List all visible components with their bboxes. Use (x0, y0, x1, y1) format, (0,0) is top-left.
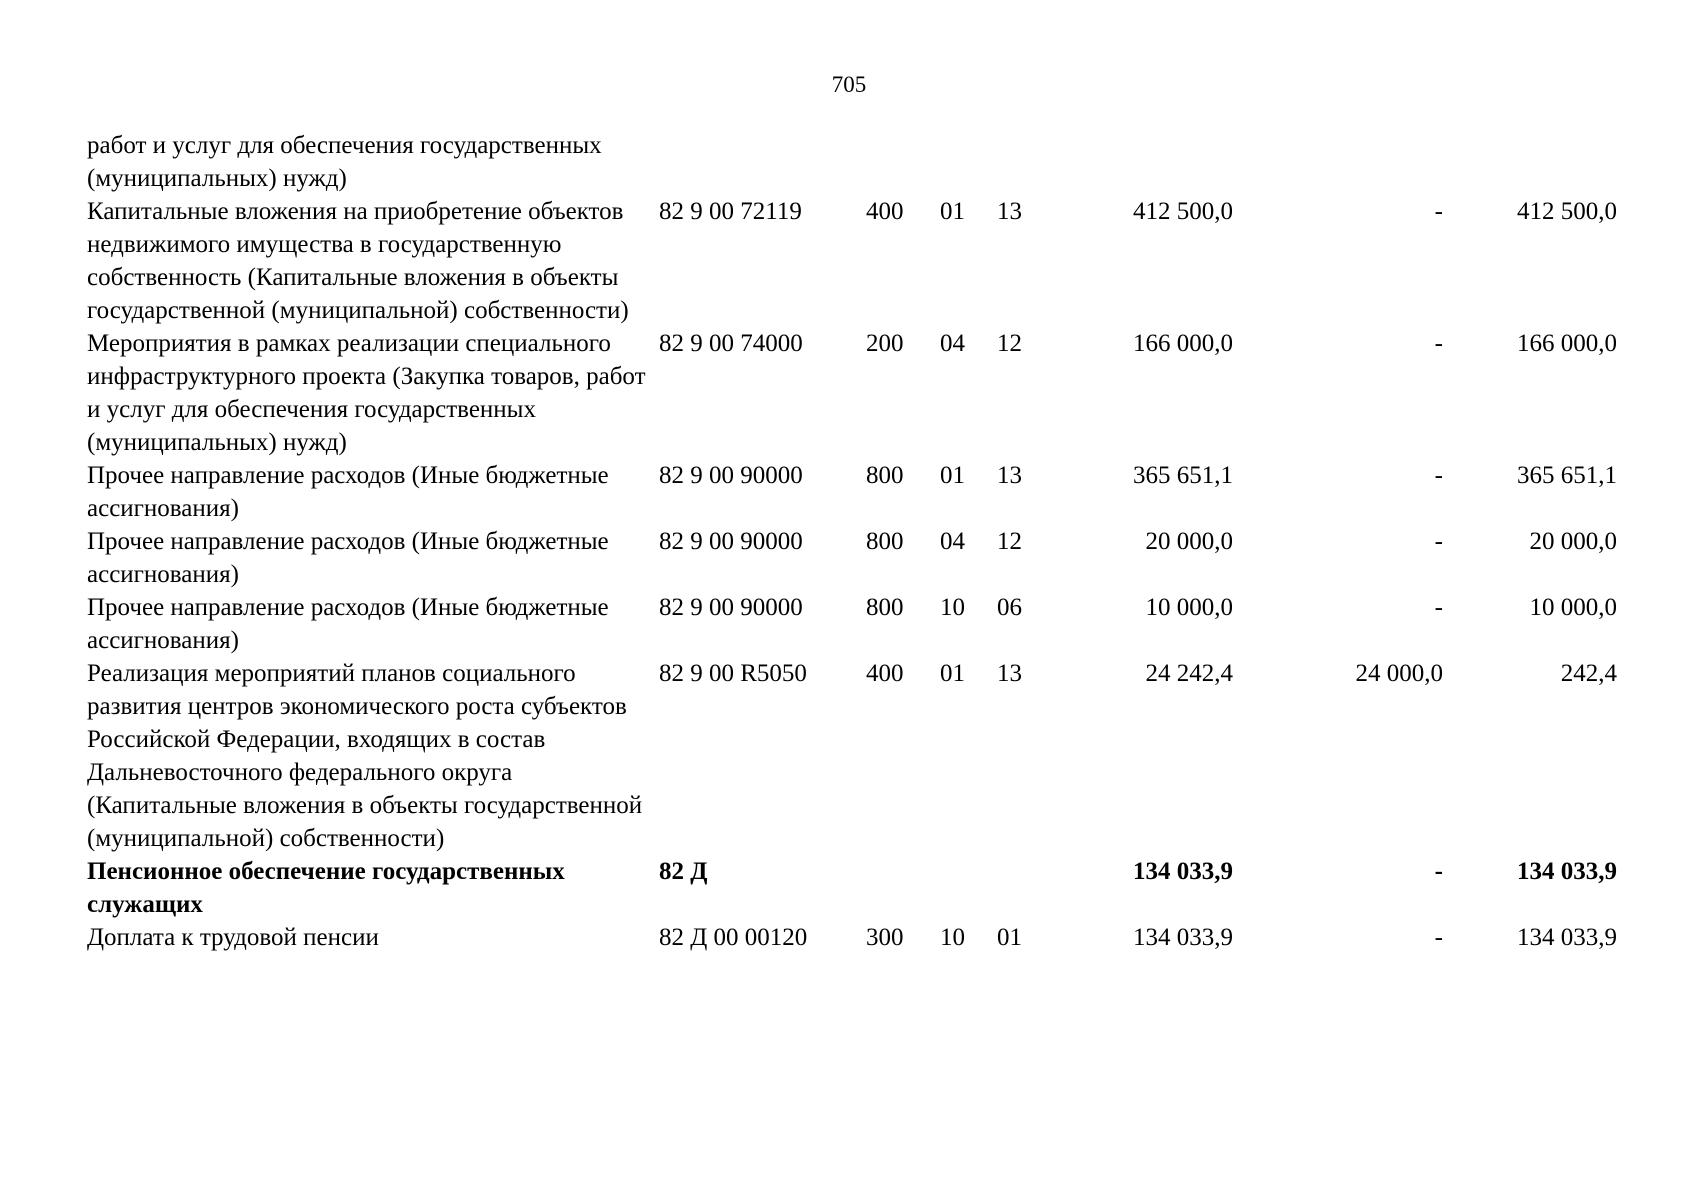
page-number: 705 (831, 72, 867, 97)
row-sum-total: 134 033,9 (1133, 858, 1233, 885)
row-description: Реализация мероприятий планов социального развития центров экономического роста субъектов Российской Федерации, входящих в состав Дальневосточного федерального округа (Капитальные вложения в объекты государственной (муниципальной) собственности) (87, 660, 643, 852)
row-sum-total: 10 000,0 (1145, 594, 1233, 621)
row-rz: 01 (940, 462, 965, 489)
row-vr: 400 (866, 198, 904, 225)
table-row (0, 921, 1698, 954)
table-row (0, 855, 1698, 921)
row-sum-federal: - (1434, 462, 1443, 489)
row-sum-total: 412 500,0 (1133, 198, 1233, 225)
row-description: Прочее направление расходов (Иные бюджетные ассигнования) (87, 462, 609, 522)
row-pr: 13 (997, 660, 1022, 687)
row-description: Прочее направление расходов (Иные бюджетные ассигнования) (87, 594, 609, 654)
row-sum-federal: - (1434, 198, 1443, 225)
row-sum-federal: - (1434, 330, 1443, 357)
row-sum-regional: 365 651,1 (1517, 462, 1617, 489)
table-row (0, 657, 1698, 855)
row-pr: 13 (997, 198, 1022, 225)
row-description: Мероприятия в рамках реализации специального инфраструктурного проекта (Закупка товаров, работ и услуг для обеспечения государственных (муниципальных) нужд) (87, 330, 646, 456)
row-sum-federal: - (1434, 924, 1443, 951)
row-csr: 82 9 00 74000 (659, 330, 803, 357)
row-sum-regional: 412 500,0 (1517, 198, 1617, 225)
row-csr: 82 9 00 72119 (659, 198, 802, 225)
row-sum-federal: - (1434, 858, 1443, 885)
row-sum-federal: - (1434, 594, 1443, 621)
row-sum-total: 134 033,9 (1133, 924, 1233, 951)
row-vr: 800 (866, 528, 904, 555)
row-vr: 200 (866, 330, 904, 357)
row-vr: 800 (866, 462, 904, 489)
row-sum-federal: 24 000,0 (1355, 660, 1443, 687)
row-description: Капитальные вложения на приобретение объектов недвижимого имущества в государственную собственность (Капитальные вложения в объекты государственной (муниципальной) собственности) (87, 198, 629, 324)
row-sum-regional: 242,4 (1560, 660, 1617, 687)
row-vr: 400 (866, 660, 904, 687)
row-description: Пенсионное обеспечение государственных служащих (87, 858, 565, 918)
row-vr: 800 (866, 594, 904, 621)
row-rz: 04 (940, 528, 965, 555)
table-row (0, 459, 1698, 525)
row-pr: 06 (997, 594, 1022, 621)
row-description: Прочее направление расходов (Иные бюджетные ассигнования) (87, 528, 609, 588)
table-row (0, 129, 1698, 195)
row-rz: 10 (940, 594, 965, 621)
table-row (0, 195, 1698, 327)
row-rz: 01 (940, 660, 965, 687)
row-description: Доплата к трудовой пенсии (87, 924, 379, 951)
table-row (0, 525, 1698, 591)
row-csr: 82 9 00 90000 (659, 462, 803, 489)
row-sum-regional: 10 000,0 (1529, 594, 1617, 621)
row-sum-federal: - (1434, 528, 1443, 555)
row-vr: 300 (866, 924, 904, 951)
table-row (0, 591, 1698, 657)
row-pr: 13 (997, 462, 1022, 489)
row-pr: 01 (997, 924, 1022, 951)
row-csr: 82 9 00 R5050 (659, 660, 807, 687)
row-sum-regional: 166 000,0 (1517, 330, 1617, 357)
row-sum-regional: 134 033,9 (1517, 858, 1617, 885)
row-csr: 82 Д 00 00120 (659, 924, 808, 951)
row-sum-total: 20 000,0 (1145, 528, 1233, 555)
row-csr: 82 Д (659, 858, 708, 885)
row-csr: 82 9 00 90000 (659, 528, 803, 555)
budget-table (0, 129, 1698, 954)
row-rz: 10 (940, 924, 965, 951)
row-pr: 12 (997, 330, 1022, 357)
row-sum-regional: 134 033,9 (1517, 924, 1617, 951)
row-pr: 12 (997, 528, 1022, 555)
row-description: работ и услуг для обеспечения государственных (муниципальных) нужд) (87, 132, 602, 192)
row-sum-regional: 20 000,0 (1529, 528, 1617, 555)
row-csr: 82 9 00 90000 (659, 594, 803, 621)
row-sum-total: 365 651,1 (1133, 462, 1233, 489)
row-rz: 01 (940, 198, 965, 225)
row-sum-total: 24 242,4 (1145, 660, 1233, 687)
table-row (0, 327, 1698, 459)
row-rz: 04 (940, 330, 965, 357)
row-sum-total: 166 000,0 (1133, 330, 1233, 357)
